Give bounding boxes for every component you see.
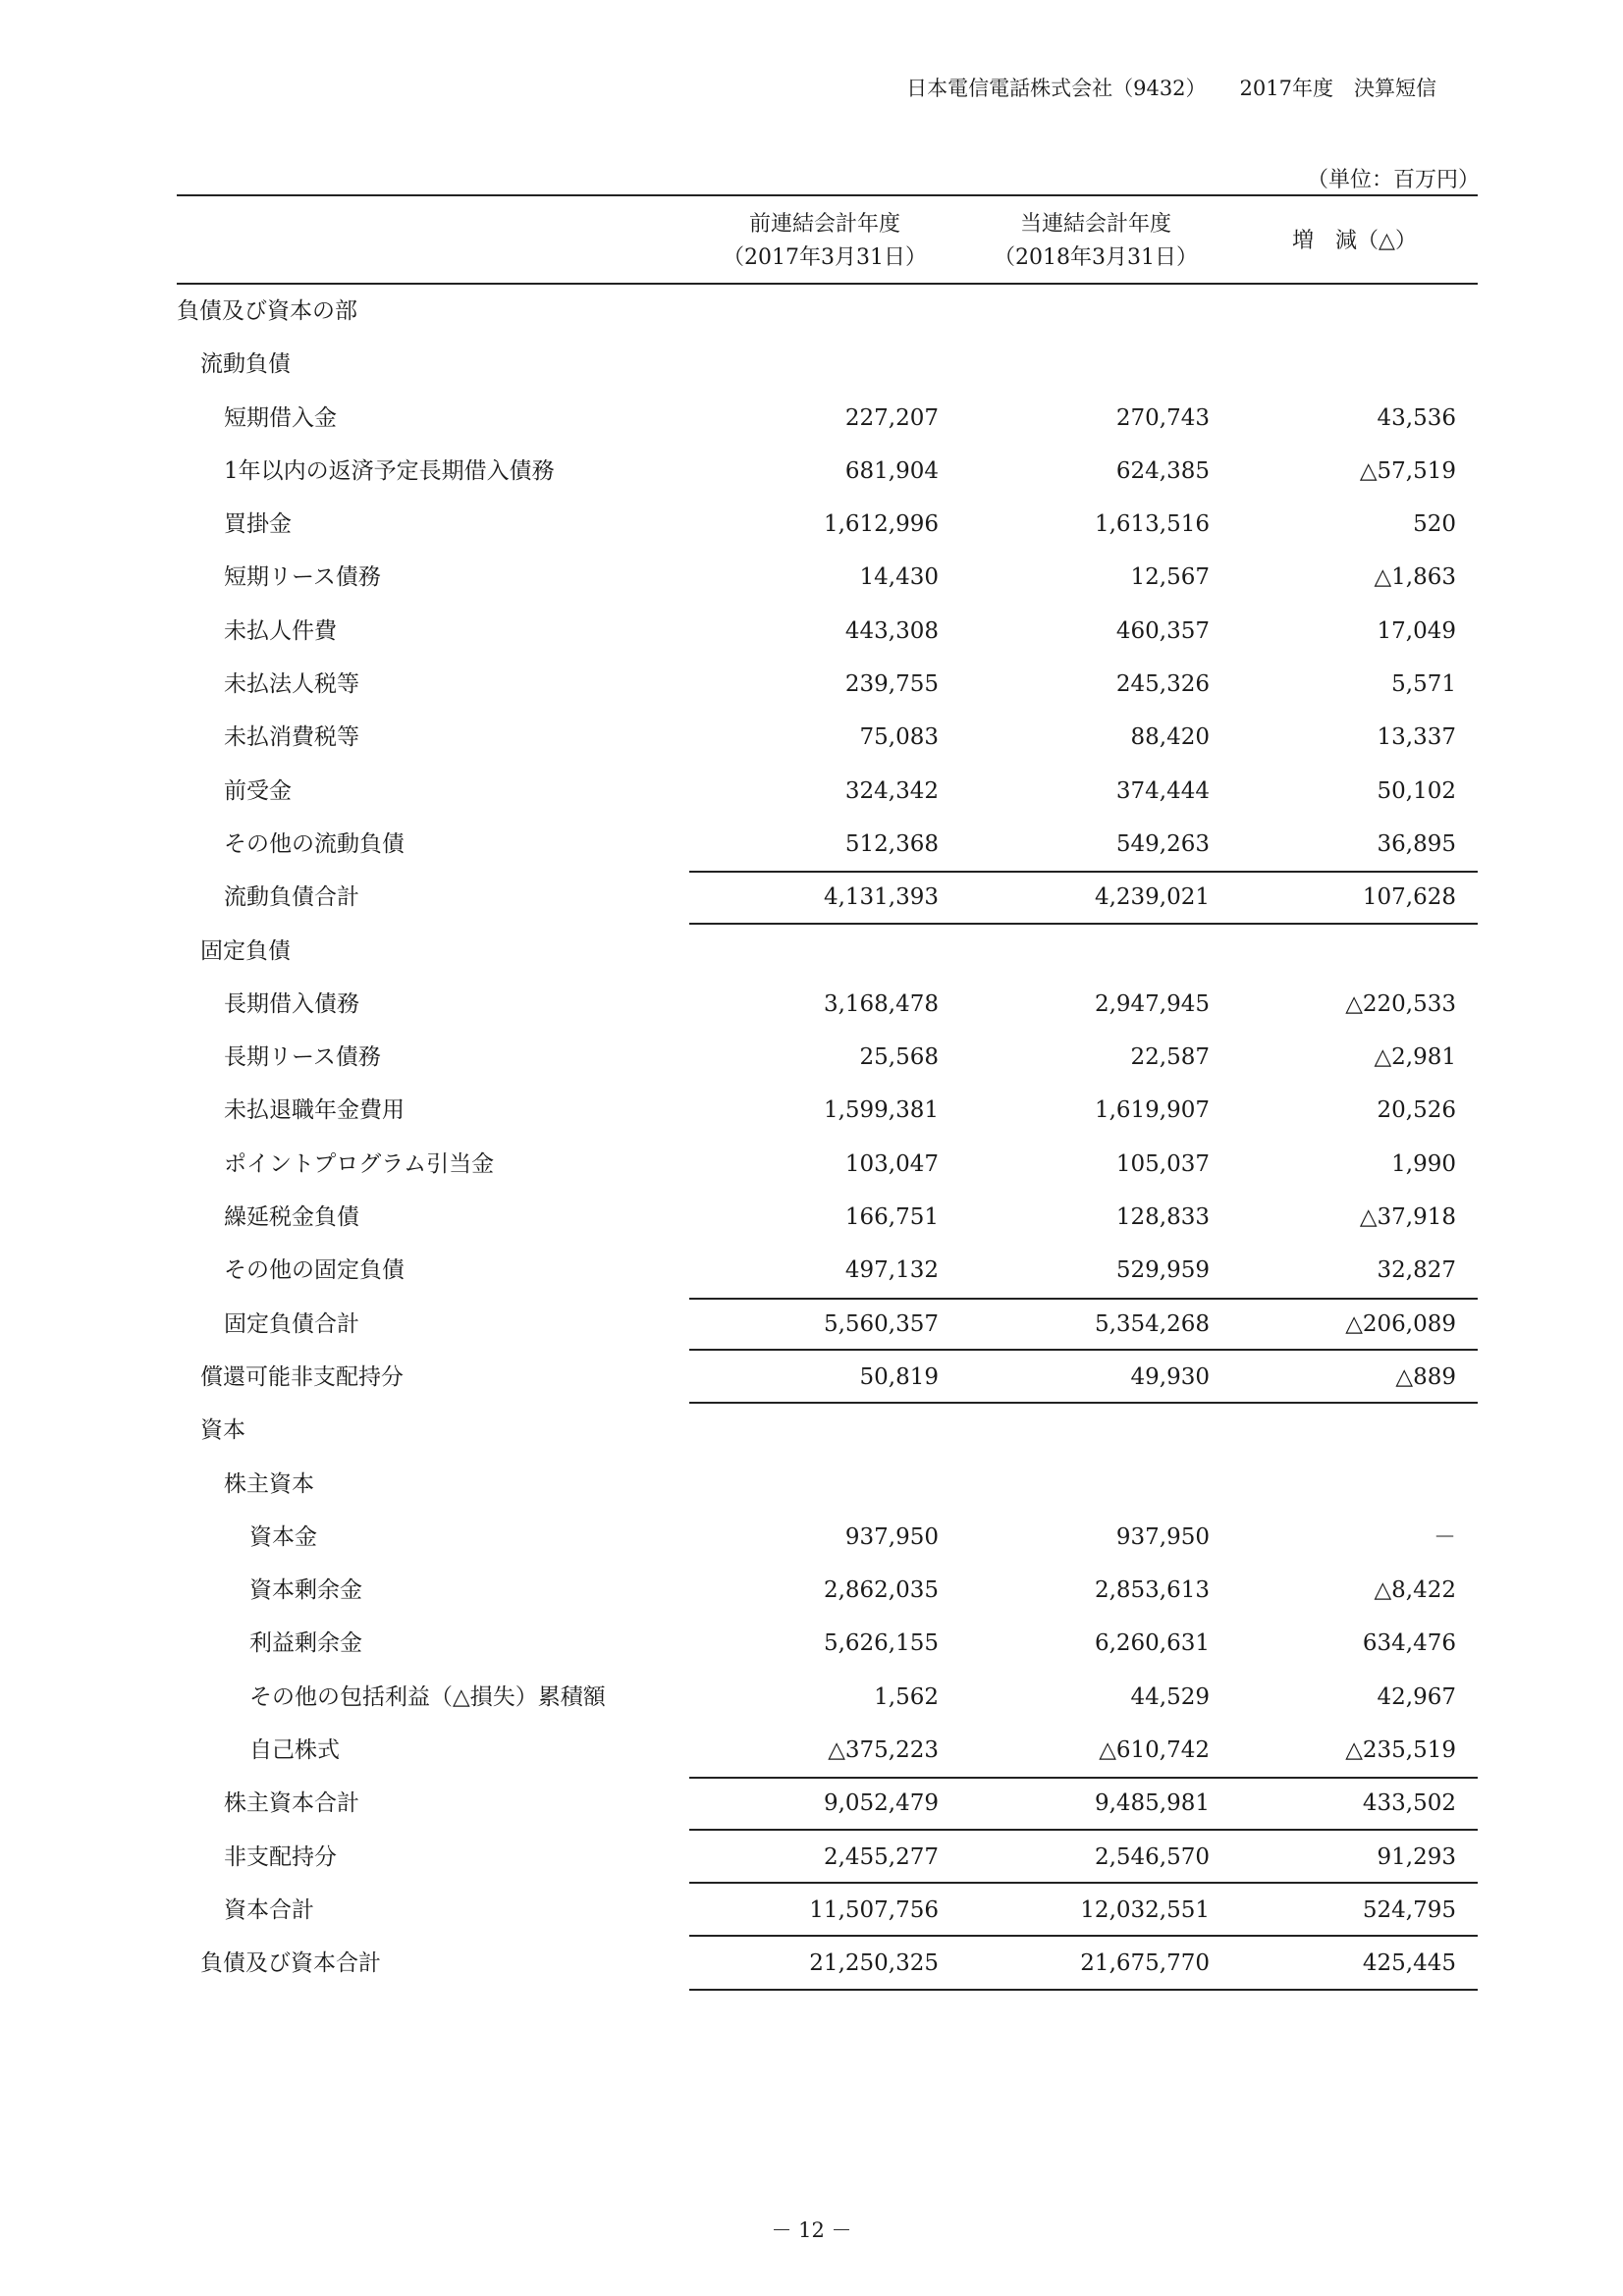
value-change: 634,476 xyxy=(1362,1630,1456,1657)
table-row xyxy=(177,1031,1478,1084)
value-previous: 5,560,357 xyxy=(823,1310,939,1337)
value-previous: 681,904 xyxy=(844,457,939,484)
table-row xyxy=(177,1244,1478,1297)
value-current: 9,485,981 xyxy=(1094,1790,1210,1817)
row-label: 資本剰余金 xyxy=(249,1577,362,1604)
value-change: 17,049 xyxy=(1377,617,1456,644)
value-current: 2,546,570 xyxy=(1094,1843,1210,1870)
subtotal-row xyxy=(177,1298,1478,1351)
table-row xyxy=(177,818,1478,871)
value-previous: 1,612,996 xyxy=(823,511,939,538)
value-current: 49,930 xyxy=(1130,1363,1210,1390)
value-change: △57,519 xyxy=(1359,457,1456,484)
balance-sheet-table xyxy=(177,194,1478,1991)
value-current: 105,037 xyxy=(1115,1150,1210,1177)
table-row xyxy=(177,498,1478,551)
subtotal-row xyxy=(177,1351,1478,1404)
value-current: 2,947,945 xyxy=(1094,990,1210,1017)
value-previous: 25,568 xyxy=(859,1044,939,1071)
subtotal-row xyxy=(177,1831,1478,1884)
table-row xyxy=(177,711,1478,764)
row-label: 流動負債 xyxy=(200,351,291,378)
row-label: 株主資本 xyxy=(224,1470,314,1497)
row-label: 未払法人税等 xyxy=(224,671,359,698)
value-previous: 324,342 xyxy=(844,777,939,804)
value-previous: 9,052,479 xyxy=(823,1790,939,1817)
value-current: 2,853,613 xyxy=(1094,1577,1210,1604)
value-current: 12,567 xyxy=(1130,564,1210,591)
value-change: △220,533 xyxy=(1345,990,1456,1017)
table-row xyxy=(177,1671,1478,1724)
value-previous: 14,430 xyxy=(859,564,939,591)
value-current: 12,032,551 xyxy=(1080,1896,1210,1923)
table-row xyxy=(177,978,1478,1031)
value-previous: 75,083 xyxy=(859,724,939,751)
value-previous: 21,250,325 xyxy=(809,1950,939,1977)
value-change: 43,536 xyxy=(1377,404,1456,431)
row-label: 未払人件費 xyxy=(224,617,337,644)
value-change: 425,445 xyxy=(1362,1950,1456,1977)
value-change: △37,918 xyxy=(1359,1204,1456,1231)
table-row xyxy=(177,392,1478,445)
column-header-previous: 前連結会計年度 （2017年3月31日） xyxy=(723,212,927,270)
value-current: 88,420 xyxy=(1130,724,1210,751)
value-current: 245,326 xyxy=(1115,671,1210,698)
table-row xyxy=(177,1724,1478,1777)
value-current: 1,619,907 xyxy=(1094,1097,1210,1124)
table-row xyxy=(177,1404,1478,1457)
value-change: 433,502 xyxy=(1362,1790,1456,1817)
value-current: 128,833 xyxy=(1115,1204,1210,1231)
row-label: 流動負債合計 xyxy=(224,884,359,911)
value-previous: 239,755 xyxy=(844,671,939,698)
row-label: 未払退職年金費用 xyxy=(224,1097,405,1124)
value-change: 524,795 xyxy=(1362,1896,1456,1923)
column-header-change: 増 減（△） xyxy=(1292,229,1417,253)
value-change: 5,571 xyxy=(1391,671,1456,698)
row-label: 長期借入債務 xyxy=(224,990,359,1017)
table-row xyxy=(177,605,1478,658)
value-change: 32,827 xyxy=(1377,1257,1456,1284)
value-current: 624,385 xyxy=(1115,457,1210,484)
grand-total-row xyxy=(177,1937,1478,1990)
table-row xyxy=(177,1084,1478,1137)
row-label: 短期借入金 xyxy=(224,404,337,431)
subtotal-row xyxy=(177,871,1478,924)
value-previous: 1,562 xyxy=(874,1683,939,1710)
row-label: 繰延税金負債 xyxy=(224,1204,359,1231)
row-label: 資本 xyxy=(200,1417,245,1444)
value-previous: 4,131,393 xyxy=(823,884,939,911)
row-label: 負債及び資本合計 xyxy=(200,1950,381,1977)
value-current: 6,260,631 xyxy=(1094,1630,1210,1657)
table-row xyxy=(177,1138,1478,1191)
row-label: 負債及び資本の部 xyxy=(177,298,357,324)
row-label: その他の流動負債 xyxy=(224,830,405,857)
company-name: 日本電信電話株式会社（9432） xyxy=(906,77,1207,100)
row-label: 短期リース債務 xyxy=(224,564,381,591)
value-current: 44,529 xyxy=(1130,1683,1210,1710)
row-label: 買掛金 xyxy=(224,511,292,538)
table-row xyxy=(177,1511,1478,1564)
value-previous: 512,368 xyxy=(844,830,939,857)
value-change: 50,102 xyxy=(1377,777,1456,804)
value-current: 529,959 xyxy=(1115,1257,1210,1284)
value-change: △889 xyxy=(1395,1363,1456,1390)
unit-label: （単位：百万円） xyxy=(1306,168,1480,192)
value-previous: 50,819 xyxy=(859,1363,939,1390)
value-current: 22,587 xyxy=(1130,1044,1210,1071)
value-change: － xyxy=(1434,1523,1456,1550)
value-previous: 5,626,155 xyxy=(823,1630,939,1657)
row-label: 固定負債合計 xyxy=(224,1310,359,1337)
value-change: 107,628 xyxy=(1362,884,1456,911)
value-current: 21,675,770 xyxy=(1080,1950,1210,1977)
value-change: 20,526 xyxy=(1377,1097,1456,1124)
value-current: 937,950 xyxy=(1115,1523,1210,1550)
value-previous: 443,308 xyxy=(844,617,939,644)
value-previous: 11,507,756 xyxy=(809,1896,939,1923)
value-change: △206,089 xyxy=(1345,1310,1456,1337)
value-change: 42,967 xyxy=(1377,1683,1456,1710)
row-label: 未払消費税等 xyxy=(224,724,359,751)
value-change: 13,337 xyxy=(1377,724,1456,751)
page-number: － 12 － xyxy=(771,2218,852,2242)
row-label: 資本金 xyxy=(249,1523,317,1550)
value-previous: 227,207 xyxy=(844,404,939,431)
value-previous: 1,599,381 xyxy=(823,1097,939,1124)
table-row xyxy=(177,285,1478,338)
table-row xyxy=(177,445,1478,498)
row-label: 非支配持分 xyxy=(224,1843,337,1870)
value-current: 374,444 xyxy=(1115,777,1210,804)
value-previous: 166,751 xyxy=(844,1204,939,1231)
value-change: △235,519 xyxy=(1345,1737,1456,1764)
table-row xyxy=(177,658,1478,711)
value-current: 5,354,268 xyxy=(1094,1310,1210,1337)
row-label: 1年以内の返済予定長期借入債務 xyxy=(224,457,555,484)
row-label: 償還可能非支配持分 xyxy=(200,1363,404,1390)
row-label: 長期リース債務 xyxy=(224,1044,381,1071)
table-row xyxy=(177,1458,1478,1511)
value-change: 36,895 xyxy=(1377,830,1456,857)
row-label: その他の包括利益（△損失）累積額 xyxy=(249,1683,606,1710)
value-change: 1,990 xyxy=(1391,1150,1456,1177)
row-label: 自己株式 xyxy=(249,1737,340,1764)
value-previous: 2,455,277 xyxy=(823,1843,939,1870)
subtotal-row xyxy=(177,1777,1478,1830)
value-change: 91,293 xyxy=(1377,1843,1456,1870)
value-current: 270,743 xyxy=(1115,404,1210,431)
row-label: 利益剰余金 xyxy=(249,1630,362,1657)
value-change: △8,422 xyxy=(1374,1577,1456,1604)
table-row xyxy=(177,1564,1478,1617)
value-previous: 2,862,035 xyxy=(823,1577,939,1604)
row-label: その他の固定負債 xyxy=(224,1257,405,1284)
subtotal-row xyxy=(177,1884,1478,1937)
value-change: △2,981 xyxy=(1374,1044,1456,1071)
value-change: 520 xyxy=(1413,511,1456,538)
row-label: ポイントプログラム引当金 xyxy=(224,1150,495,1177)
value-previous: 3,168,478 xyxy=(823,990,939,1017)
table-row xyxy=(177,1617,1478,1670)
table-row xyxy=(177,338,1478,391)
row-label: 固定負債 xyxy=(200,937,291,964)
value-current: 1,613,516 xyxy=(1094,511,1210,538)
value-previous: △375,223 xyxy=(828,1737,939,1764)
value-current: 4,239,021 xyxy=(1094,884,1210,911)
value-previous: 497,132 xyxy=(844,1257,939,1284)
value-current: 460,357 xyxy=(1115,617,1210,644)
row-label: 株主資本合計 xyxy=(224,1790,359,1817)
report-period: 2017年度 決算短信 xyxy=(1239,77,1436,100)
value-change: △1,863 xyxy=(1374,564,1456,591)
value-current: △610,742 xyxy=(1099,1737,1210,1764)
row-label: 資本合計 xyxy=(224,1896,314,1923)
value-previous: 103,047 xyxy=(844,1150,939,1177)
row-label: 前受金 xyxy=(224,777,292,804)
table-row xyxy=(177,1191,1478,1244)
table-row xyxy=(177,765,1478,818)
table-header xyxy=(177,194,1478,285)
value-previous: 937,950 xyxy=(844,1523,939,1550)
table-row xyxy=(177,551,1478,604)
table-row xyxy=(177,925,1478,978)
document-header xyxy=(906,73,1436,102)
value-current: 549,263 xyxy=(1115,830,1210,857)
column-header-current: 当連結会計年度 （2018年3月31日） xyxy=(994,212,1198,270)
